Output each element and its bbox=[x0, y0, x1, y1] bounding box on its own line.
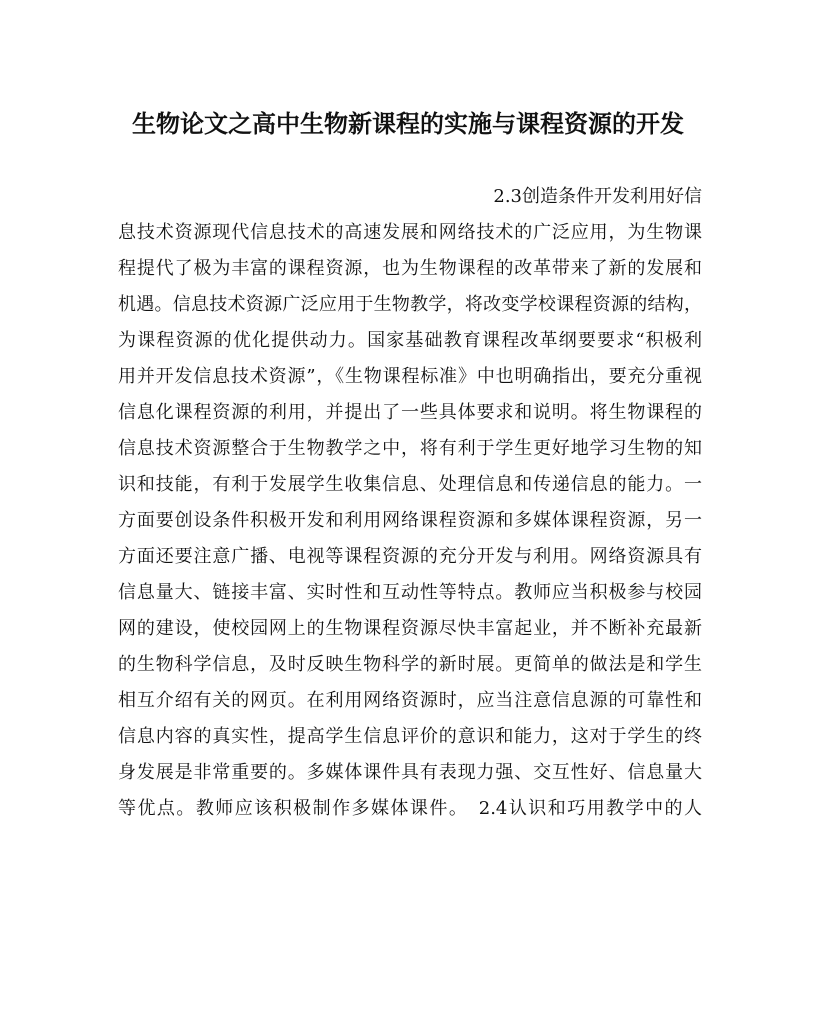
body-line: 身发展是非常重要的。多媒体课件具有表现力强、交互性好、信息量大 bbox=[118, 762, 702, 783]
body-line: 信息化课程资源的利用，并提出了一些具体要求和说明。将生物课程的 bbox=[118, 402, 702, 423]
body-line: 2.3创造条件开发利用好信 bbox=[493, 186, 702, 207]
body-line: 识和技能，有利于发展学生收集信息、处理信息和传递信息的能力。一 bbox=[118, 474, 702, 495]
document-title: 生物论文之高中生物新课程的实施与课程资源的开发 bbox=[132, 109, 684, 138]
body-line: 信息技术资源整合于生物教学之中，将有利于学生更好地学习生物的知 bbox=[118, 438, 702, 459]
body-line: 为课程资源的优化提供动力。国家基础教育课程改革纲要要求“积极利 bbox=[118, 330, 702, 351]
body-line: 等优点。教师应该积极制作多媒体课件。 2.4认识和巧用教学中的人 bbox=[118, 798, 702, 819]
body-line: 的生物科学信息，及时反映生物科学的新时展。更简单的做法是和学生 bbox=[118, 654, 702, 675]
body-line: 信息内容的真实性，提高学生信息评价的意识和能力，这对于学生的终 bbox=[118, 726, 702, 747]
body-line: 方面要创设条件积极开发和利用网络课程资源和多媒体课程资源，另一 bbox=[118, 510, 702, 531]
body-line: 相互介绍有关的网页。在利用网络资源时，应当注意信息源的可靠性和 bbox=[118, 690, 702, 711]
body-line: 机遇。信息技术资源广泛应用于生物教学，将改变学校课程资源的结构， bbox=[118, 294, 702, 315]
body-line: 方面还要注意广播、电视等课程资源的充分开发与利用。网络资源具有 bbox=[118, 546, 702, 567]
body-line: 息技术资源现代信息技术的高速发展和网络技术的广泛应用，为生物课 bbox=[118, 222, 702, 243]
body-line: 信息量大、链接丰富、实时性和互动性等特点。教师应当积极参与校园 bbox=[118, 582, 702, 603]
body-line: 用并开发信息技术资源”，《生物课程标准》中也明确指出，要充分重视 bbox=[118, 366, 702, 387]
body-line: 网的建设，使校园网上的生物课程资源尽快丰富起业，并不断补充最新 bbox=[118, 618, 702, 639]
body-line: 程提代了极为丰富的课程资源，也为生物课程的改革带来了新的发展和 bbox=[118, 258, 702, 279]
document-body bbox=[118, 179, 702, 827]
